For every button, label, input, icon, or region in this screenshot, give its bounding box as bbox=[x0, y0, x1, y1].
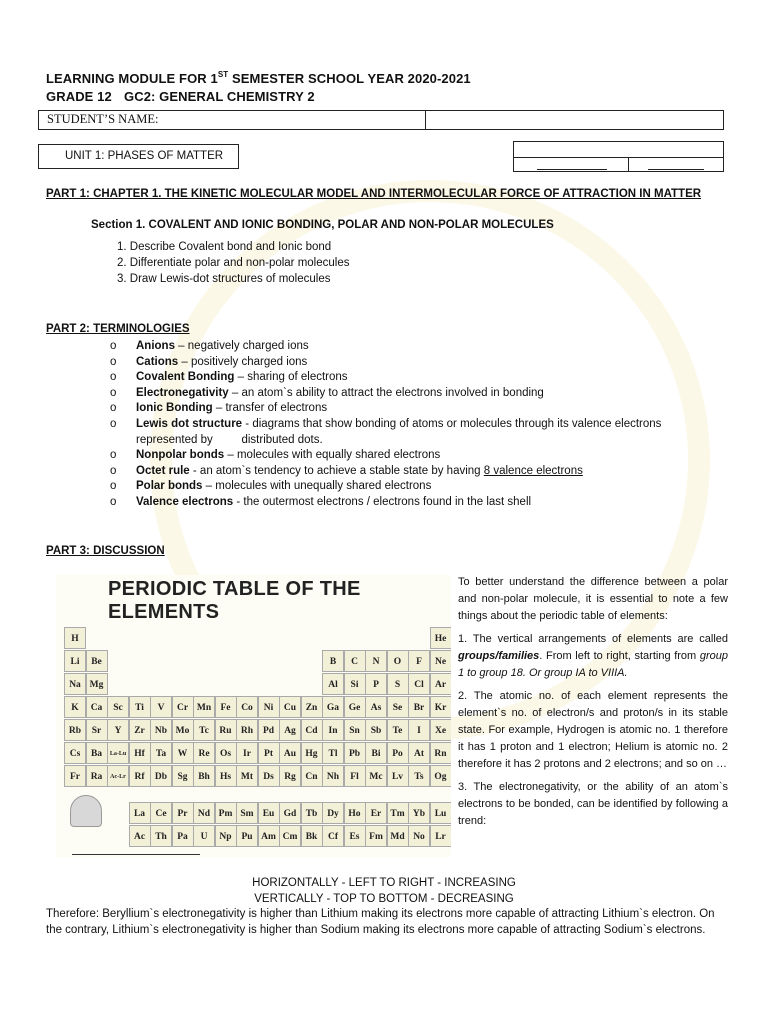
term-item bbox=[110, 495, 730, 511]
element-cell: Hs bbox=[215, 765, 237, 787]
bullet: o bbox=[110, 355, 117, 368]
element-cell: Ba bbox=[86, 742, 108, 764]
discussion-point-1: 1. The vertical arrangements of elements are called groups/families. From left to right, starting from group 1 to group 18. Or group IA to VIIIA. bbox=[458, 633, 728, 679]
objectives-list bbox=[117, 239, 349, 287]
part2-title: PART 2: TERMINOLOGIES bbox=[46, 323, 190, 335]
term-def: an atom`s ability to attract the electrons involved in bonding bbox=[241, 386, 544, 399]
term-sep: – bbox=[202, 480, 216, 493]
term-def: sharing of electrons bbox=[247, 371, 348, 384]
globe-logo-icon bbox=[70, 795, 102, 827]
element-cell: Ru bbox=[215, 719, 237, 741]
element-cell: Ts bbox=[408, 765, 430, 787]
trend-horizontal: HORIZONTALLY - LEFT TO RIGHT - INCREASING bbox=[252, 877, 516, 889]
element-cell: Fe bbox=[215, 696, 237, 718]
element-cell: Pt bbox=[258, 742, 280, 764]
blank-line-2[interactable] bbox=[648, 169, 704, 170]
term-name: Nonpolar bonds bbox=[136, 449, 225, 462]
element-cell: P bbox=[365, 673, 387, 695]
element-cell: F bbox=[408, 650, 430, 672]
element-cell: K bbox=[64, 696, 86, 718]
term-sep: – bbox=[234, 371, 248, 384]
element-cell: Ac-Lr bbox=[107, 765, 129, 787]
term-def: molecules with unequally shared electrons bbox=[215, 480, 432, 493]
element-cell: Ne bbox=[430, 650, 452, 672]
unit-box bbox=[38, 144, 239, 169]
periodic-table-title: PERIODIC TABLE OF THE ELEMENTS bbox=[108, 578, 361, 623]
element-cell: I bbox=[408, 719, 430, 741]
element-cell: Cs bbox=[64, 742, 86, 764]
term-item bbox=[110, 464, 730, 480]
student-name-field[interactable] bbox=[427, 111, 723, 129]
element-cell: Tl bbox=[322, 742, 344, 764]
element-cell: Lu bbox=[430, 802, 452, 824]
element-cell: Ag bbox=[279, 719, 301, 741]
element-cell: Pr bbox=[172, 802, 194, 824]
figure-rule bbox=[72, 854, 200, 855]
element-cell: Mg bbox=[86, 673, 108, 695]
objective-item: 2. Differentiate polar and non-polar molecules bbox=[117, 257, 350, 269]
element-cell: U bbox=[193, 825, 215, 847]
element-cell: Bk bbox=[301, 825, 323, 847]
element-cell: Ga bbox=[322, 696, 344, 718]
element-cell: Al bbox=[322, 673, 344, 695]
element-cell: Cf bbox=[322, 825, 344, 847]
element-cell: Ni bbox=[258, 696, 280, 718]
element-cell: Nd bbox=[193, 802, 215, 824]
element-cell: Lv bbox=[387, 765, 409, 787]
info-divider bbox=[628, 157, 629, 171]
element-cell: Xe bbox=[430, 719, 452, 741]
term-sep: – bbox=[212, 402, 226, 415]
element-cell: Tm bbox=[387, 802, 409, 824]
element-cell: Sm bbox=[236, 802, 258, 824]
element-cell: Mt bbox=[236, 765, 258, 787]
element-cell: V bbox=[150, 696, 172, 718]
term-item bbox=[110, 448, 730, 464]
student-name-label: STUDENT’S NAME: bbox=[47, 112, 159, 126]
element-cell: No bbox=[408, 825, 430, 847]
element-cell: Pd bbox=[258, 719, 280, 741]
element-cell: Be bbox=[86, 650, 108, 672]
term-name: Octet rule bbox=[136, 464, 190, 477]
part1-title: PART 1: CHAPTER 1. THE KINETIC MOLECULAR MODEL AND INTERMOLECULAR FORCE OF ATTRACTION IN MATTER bbox=[46, 188, 702, 200]
element-cell: Dy bbox=[322, 802, 344, 824]
element-cell: Cu bbox=[279, 696, 301, 718]
conclusion-text: Therefore: Beryllium`s electronegativity is higher than Lithium making its electrons more capable of attracting Lithium`s electron. On the contrary, Lithium`s electronegativity is higher than Sodium making its electrons more capable of attracting Sodium`s electrons. bbox=[46, 908, 715, 936]
element-cell: Ho bbox=[344, 802, 366, 824]
element-cell: Cl bbox=[408, 673, 430, 695]
term-sep: – bbox=[178, 355, 191, 368]
element-cell: Ac bbox=[129, 825, 151, 847]
element-cell: Pa bbox=[172, 825, 194, 847]
element-cell: Sg bbox=[172, 765, 194, 787]
discussion-point-2: 2. The atomic no. of each element represents the element`s no. of electron/s and proton/s in its stable state. For example, Hydrogen is atomic no. 1 therefore it has 1 proton and 1 electron; Helium is atomic no. 2 therefore it has 2 protons and 2 electrons; and so on … bbox=[458, 690, 728, 770]
term-name: Covalent Bonding bbox=[136, 371, 235, 384]
element-cell: Ti bbox=[129, 696, 151, 718]
element-cell: Sn bbox=[344, 719, 366, 741]
info-box-bottom bbox=[513, 157, 724, 172]
element-cell: Lr bbox=[430, 825, 452, 847]
bullet: o bbox=[110, 340, 117, 352]
discussion-column bbox=[458, 574, 728, 836]
element-cell: B bbox=[322, 650, 344, 672]
term-name: Ionic Bonding bbox=[136, 402, 213, 415]
discussion-intro: To better understand the difference between a polar and non-polar molecule, it is essential to note a few things about the periodic table of elements: bbox=[458, 576, 728, 622]
objective-item: 3. Draw Lewis-dot structures of molecules bbox=[117, 273, 331, 285]
term-def: diagrams that show bonding of atoms or molecules through its valence electrons represented by distributed dots. bbox=[136, 417, 665, 446]
element-cell: Yb bbox=[408, 802, 430, 824]
objective-item: 1. Describe Covalent bond and Ionic bond bbox=[117, 241, 332, 253]
blank-line-1[interactable] bbox=[537, 169, 607, 170]
element-cell: Sc bbox=[107, 696, 129, 718]
term-item bbox=[110, 401, 730, 417]
element-cell: Cm bbox=[279, 825, 301, 847]
term-sep: - bbox=[242, 417, 253, 430]
element-cell: Li bbox=[64, 650, 86, 672]
element-cell: Pb bbox=[344, 742, 366, 764]
element-cell: Fm bbox=[365, 825, 387, 847]
element-cell: Pu bbox=[236, 825, 258, 847]
element-cell: Fl bbox=[344, 765, 366, 787]
element-cell: Ra bbox=[86, 765, 108, 787]
periodic-table-figure bbox=[56, 575, 451, 857]
element-cell: Hf bbox=[129, 742, 151, 764]
subject-label: GC2: GENERAL CHEMISTRY 2 bbox=[124, 89, 315, 104]
term-item bbox=[110, 355, 730, 371]
element-cell: Na bbox=[64, 673, 86, 695]
element-cell: Cd bbox=[301, 719, 323, 741]
element-cell: Er bbox=[365, 802, 387, 824]
bullet: o bbox=[110, 449, 117, 462]
element-cell: O bbox=[387, 650, 409, 672]
element-cell: Rf bbox=[129, 765, 151, 787]
trend-block bbox=[0, 875, 768, 907]
element-cell: Rn bbox=[430, 742, 452, 764]
element-cell: Nb bbox=[150, 719, 172, 741]
term-def: positively charged ions bbox=[190, 355, 308, 368]
element-cell: Tb bbox=[301, 802, 323, 824]
element-cell: Re bbox=[193, 742, 215, 764]
bullet: o bbox=[110, 480, 117, 493]
element-cell: Co bbox=[236, 696, 258, 718]
term-name: Lewis dot structure bbox=[136, 417, 243, 430]
bullet: o bbox=[110, 464, 117, 477]
element-cell: W bbox=[172, 742, 194, 764]
element-cell: Mc bbox=[365, 765, 387, 787]
element-cell: Rg bbox=[279, 765, 301, 787]
element-cell: Ce bbox=[150, 802, 172, 824]
element-cell: Np bbox=[215, 825, 237, 847]
term-item bbox=[110, 370, 730, 386]
grade-label: GRADE 12 bbox=[46, 89, 112, 104]
term-def: transfer of electrons bbox=[225, 402, 328, 415]
term-item bbox=[110, 386, 730, 402]
element-cell: Og bbox=[430, 765, 452, 787]
element-cell: La bbox=[129, 802, 151, 824]
element-cell: C bbox=[344, 650, 366, 672]
element-cell: Mo bbox=[172, 719, 194, 741]
element-cell: Es bbox=[344, 825, 366, 847]
term-name: Electronegativity bbox=[136, 386, 229, 399]
element-cell: He bbox=[430, 627, 452, 649]
element-cell: Ds bbox=[258, 765, 280, 787]
discussion-point-3: 3. The electronegativity, or the ability of an atom`s electrons to be bonded, can be identified by following a trend: bbox=[458, 781, 728, 827]
element-cell: La-Lu bbox=[107, 742, 129, 764]
term-sep: - bbox=[189, 464, 200, 477]
bullet: o bbox=[110, 386, 117, 399]
element-cell: Kr bbox=[430, 696, 452, 718]
element-cell: Y bbox=[107, 719, 129, 741]
term-def: molecules with equally shared electrons bbox=[236, 449, 441, 462]
element-cell: S bbox=[387, 673, 409, 695]
bullet: o bbox=[110, 495, 117, 508]
element-cell: Sb bbox=[365, 719, 387, 741]
term-name: Anions bbox=[136, 340, 175, 352]
term-def-emphasis: 8 valence electrons bbox=[483, 464, 583, 477]
module-title: LEARNING MODULE FOR 1ST SEMESTER SCHOOL YEAR 2020-2021 bbox=[46, 70, 471, 86]
element-cell: Cr bbox=[172, 696, 194, 718]
element-cell: Md bbox=[387, 825, 409, 847]
term-name: Cations bbox=[136, 355, 179, 368]
term-sep: – bbox=[228, 386, 242, 399]
element-cell: Si bbox=[344, 673, 366, 695]
term-sep: – bbox=[174, 340, 188, 352]
element-cell: Rb bbox=[64, 719, 86, 741]
element-cell: Sr bbox=[86, 719, 108, 741]
element-cell: Gd bbox=[279, 802, 301, 824]
term-item bbox=[110, 339, 730, 355]
element-cell: Br bbox=[408, 696, 430, 718]
element-cell: Rh bbox=[236, 719, 258, 741]
term-def: the outermost electrons / electrons found in the last shell bbox=[243, 495, 532, 508]
unit-label: UNIT 1: PHASES OF MATTER bbox=[65, 150, 224, 162]
term-sep: – bbox=[224, 449, 237, 462]
element-cell: Os bbox=[215, 742, 237, 764]
bullet: o bbox=[110, 371, 117, 384]
element-cell: Mn bbox=[193, 696, 215, 718]
element-cell: As bbox=[365, 696, 387, 718]
element-cell: Tc bbox=[193, 719, 215, 741]
term-item bbox=[110, 479, 730, 495]
element-cell: Ta bbox=[150, 742, 172, 764]
element-cell: Th bbox=[150, 825, 172, 847]
element-cell: N bbox=[365, 650, 387, 672]
element-cell: Zn bbox=[301, 696, 323, 718]
term-name: Valence electrons bbox=[136, 495, 234, 508]
element-cell: Zr bbox=[129, 719, 151, 741]
element-cell: In bbox=[322, 719, 344, 741]
element-cell: Nh bbox=[322, 765, 344, 787]
trend-vertical: VERTICALLY - TOP TO BOTTOM - DECREASING bbox=[254, 893, 514, 905]
term-def: an atom`s tendency to achieve a stable state by having bbox=[199, 464, 484, 477]
student-name-table bbox=[38, 110, 724, 130]
element-cell: Eu bbox=[258, 802, 280, 824]
table-divider bbox=[425, 111, 426, 129]
element-cell: Db bbox=[150, 765, 172, 787]
element-cell: Ca bbox=[86, 696, 108, 718]
term-sep: - bbox=[233, 495, 244, 508]
section-title: Section 1. COVALENT AND IONIC BONDING, POLAR AND NON-POLAR MOLECULES bbox=[91, 219, 554, 231]
element-cell: Cn bbox=[301, 765, 323, 787]
element-cell: Te bbox=[387, 719, 409, 741]
term-item bbox=[110, 417, 730, 448]
element-cell: Ar bbox=[430, 673, 452, 695]
element-cell: Am bbox=[258, 825, 280, 847]
element-cell: Ir bbox=[236, 742, 258, 764]
element-cell: Po bbox=[387, 742, 409, 764]
term-name: Polar bonds bbox=[136, 480, 203, 493]
bullet: o bbox=[110, 402, 117, 415]
part3-title: PART 3: DISCUSSION bbox=[46, 545, 165, 557]
element-cell: Pm bbox=[215, 802, 237, 824]
element-cell: Fr bbox=[64, 765, 86, 787]
element-cell: Ge bbox=[344, 696, 366, 718]
element-cell: Se bbox=[387, 696, 409, 718]
term-def: negatively charged ions bbox=[187, 340, 309, 352]
element-cell: Bh bbox=[193, 765, 215, 787]
info-box-top bbox=[513, 141, 724, 158]
bullet: o bbox=[110, 417, 117, 430]
element-cell: At bbox=[408, 742, 430, 764]
element-cell: Hg bbox=[301, 742, 323, 764]
element-cell: Au bbox=[279, 742, 301, 764]
element-cell: Bi bbox=[365, 742, 387, 764]
element-cell: H bbox=[64, 627, 86, 649]
terminology-list bbox=[110, 339, 730, 511]
